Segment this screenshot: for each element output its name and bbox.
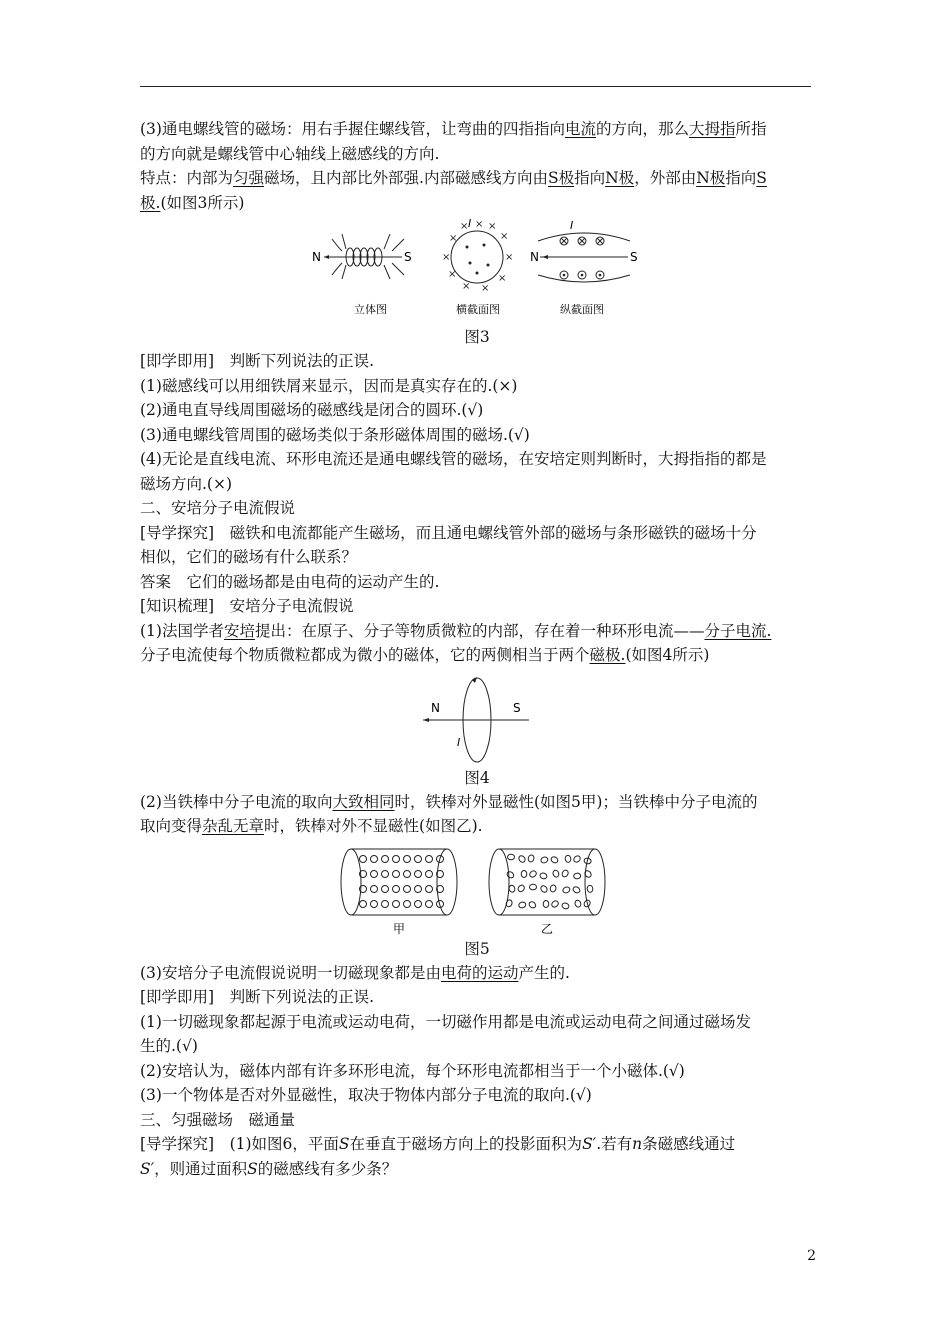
svg-text:×: ×	[442, 252, 451, 263]
page-content	[140, 117, 814, 1181]
text: [导学探究] (1)如图6，平面	[140, 1135, 339, 1153]
answer-blank: 磁极.	[589, 646, 626, 664]
molecular-current-loop	[551, 899, 560, 908]
molecular-current-loop	[426, 870, 433, 877]
molecular-current-loop	[415, 855, 422, 862]
symbol: n	[632, 1135, 643, 1153]
answer-blank: N极	[696, 169, 726, 187]
answer-blank: S	[756, 169, 767, 187]
knowledge-1-line2	[140, 643, 814, 668]
section-2-heading: 二、安培分子电流假说	[140, 499, 296, 517]
molecular-current-loop	[508, 854, 515, 860]
text: 的方向，那么	[595, 120, 689, 138]
molecular-current-loop	[426, 900, 433, 907]
molecular-current-loop	[371, 885, 378, 892]
molecular-current-loop	[404, 885, 411, 892]
molecular-current-loop	[393, 900, 400, 907]
text: 特点：内部为	[140, 169, 234, 187]
label-s: S	[513, 700, 521, 715]
molecular-current-loop	[404, 870, 411, 877]
knowledge-3	[140, 961, 814, 986]
molecular-current-loop	[518, 854, 527, 863]
practice-1-q2: (2)通电直导线周围磁场的磁感线是闭合的圆环.(√)	[140, 401, 484, 419]
figure-5-iron-rods	[337, 845, 617, 937]
knowledge-2-line1	[140, 790, 814, 815]
caption-longitudinal: 纵截面图	[560, 303, 604, 316]
molecular-current-loop	[426, 885, 433, 892]
molecular-current-loop	[549, 884, 556, 892]
caption-jia: 甲	[393, 921, 406, 936]
answer-blank: 电流	[564, 120, 596, 138]
answer-blank: 大拇指	[689, 120, 736, 138]
text: 分子电流使每个物质微粒都成为微小的磁体，它的两侧相当于两个	[140, 646, 590, 664]
molecular-current-loop	[561, 869, 569, 878]
molecular-current-loop	[518, 901, 526, 908]
text: 提出：在原子、分子等物质微粒的内部，存在着一种环形电流——	[254, 621, 705, 640]
molecular-current-loop	[360, 900, 367, 907]
molecular-current-loop	[539, 872, 547, 879]
molecular-current-loop	[529, 869, 538, 878]
molecular-current-loop	[508, 884, 515, 892]
answer-blank: 杂乱无章	[202, 817, 265, 835]
label-n: N	[312, 250, 321, 264]
text: 的磁感线有多少条？	[257, 1159, 398, 1178]
answer-blank: 匀强	[233, 169, 265, 187]
molecular-current-loop	[505, 899, 513, 908]
solenoid-3d-view	[312, 234, 412, 279]
guided-inquiry-2-line1	[140, 1132, 814, 1157]
text: 在垂直于磁场方向上的投影面积为	[349, 1135, 583, 1153]
figure-3-solenoid	[312, 219, 642, 319]
practice-1-q4-line1: (4)无论是直线电流、环形电流还是通电螺线管的磁场，在安培定则判断时，大拇指指的都是	[140, 450, 767, 468]
symbol: S	[247, 1159, 258, 1178]
label-n: N	[530, 250, 539, 264]
figure-5-caption: 图5	[464, 939, 490, 958]
svg-text:×: ×	[500, 231, 509, 242]
feature-line1	[140, 166, 814, 191]
page-number: 2	[807, 1248, 816, 1264]
molecular-current-loop	[528, 900, 537, 909]
text: 磁场，且内部比外部强.内部磁感线方向由	[264, 169, 548, 187]
rod-aligned	[341, 849, 457, 915]
figure-4-molecular-current	[417, 674, 537, 766]
solenoid-longitudinal-section	[530, 219, 638, 282]
svg-text:×: ×	[449, 233, 458, 244]
label-s: S	[404, 250, 412, 264]
molecular-current-loop	[415, 885, 422, 892]
guided-inquiry-1-line1: [导学探究] 磁铁和电流都能产生磁场，而且通电螺线管外部的磁场与条形磁铁的磁场十分	[140, 523, 757, 542]
text: 所指	[735, 120, 767, 138]
svg-text:×: ×	[481, 283, 490, 294]
text: (1)法国学者	[140, 621, 224, 640]
solenoid-paragraph-line1	[140, 117, 814, 142]
text: ，则通过面积	[154, 1159, 248, 1178]
text: 条磁感线通过	[642, 1135, 736, 1153]
practice-2-q3: (3)一个物体是否对外显磁性，取决于物体内部分子电流的取向.(√)	[140, 1086, 592, 1104]
answer-blank: S极	[547, 169, 575, 187]
symbol: S′	[582, 1135, 597, 1153]
knowledge-2-line2	[140, 814, 814, 839]
answer-blank: N极	[605, 169, 635, 187]
molecular-current-loop	[382, 885, 389, 892]
solenoid-paragraph-line2: 的方向就是螺线管中心轴线上磁感线的方向.	[140, 144, 440, 163]
molecular-current-loop	[371, 855, 378, 862]
molecular-current-loop	[393, 885, 400, 892]
label-i: I	[468, 219, 472, 230]
answer-blank: 安培	[223, 621, 255, 640]
svg-text:×: ×	[460, 221, 469, 232]
molecular-current-loop	[506, 870, 515, 879]
answer-blank: 极.	[140, 193, 161, 212]
molecular-current-loop	[393, 855, 400, 862]
svg-text:×: ×	[475, 219, 484, 230]
answer-line: 答案 它们的磁场都是由电荷的运动产生的.	[140, 572, 440, 591]
label-s: S	[630, 250, 638, 264]
figure-3-caption: 图3	[464, 328, 490, 346]
text: 指向	[574, 169, 606, 187]
rod-random	[489, 849, 605, 915]
text: 产生的.	[518, 963, 570, 982]
text: (3)安培分子电流假说说明一切磁现象都是由	[140, 963, 441, 982]
answer-blank: 电荷的运动	[440, 963, 519, 982]
practice-1-q3: (3)通电螺线管周围的磁场类似于条形磁体周围的磁场.(√)	[140, 425, 530, 444]
text: 取向变得	[140, 817, 203, 835]
figure-4-caption: 图4	[464, 768, 490, 787]
molecular-current-loop	[540, 884, 549, 893]
section-3-heading: 三、匀强磁场 磁通量	[140, 1110, 296, 1129]
knowledge-1-line1	[140, 619, 814, 644]
svg-text:×: ×	[448, 269, 457, 280]
molecular-current-loop	[382, 855, 389, 862]
practice-1-q4-line2: 磁场方向.(×)	[140, 474, 233, 493]
molecular-current-loop	[404, 855, 411, 862]
molecular-current-loop	[527, 854, 534, 862]
svg-text:×: ×	[505, 252, 514, 263]
feature-line2	[140, 191, 814, 216]
molecular-current-loop	[382, 900, 389, 907]
molecular-current-loop	[393, 870, 400, 877]
molecular-current-loop	[415, 870, 422, 877]
knowledge-title: [知识梳理] 安培分子电流假说	[140, 597, 354, 615]
molecular-current-loop	[371, 870, 378, 877]
svg-text:×: ×	[488, 221, 497, 232]
molecular-current-loop	[574, 899, 582, 908]
text: 时，铁棒对外不显磁性(如图乙).	[264, 817, 483, 835]
molecular-current-loop	[572, 885, 581, 893]
molecular-current-loop	[404, 900, 411, 907]
molecular-current-loop	[550, 855, 559, 863]
text: (2)当铁棒中分子电流的取向	[140, 792, 333, 811]
molecular-current-loop	[371, 900, 378, 907]
molecular-current-loop	[561, 902, 569, 909]
molecular-current-loop	[565, 855, 571, 862]
text: (如图4所示)	[625, 646, 710, 664]
molecular-current-loop	[415, 900, 422, 907]
practice-1-q1: (1)磁感线可以用细铁屑来显示，因而是真实存在的.(×)	[140, 376, 518, 395]
molecular-current-loop	[587, 885, 593, 892]
molecular-current-loop	[521, 870, 527, 877]
molecular-current-loop	[540, 856, 549, 864]
guided-inquiry-1-line2: 相似，它们的磁场有什么联系？	[140, 548, 358, 566]
molecular-current-loop	[426, 855, 433, 862]
label-i: I	[457, 735, 461, 749]
svg-text:×: ×	[498, 273, 507, 284]
answer-blank: 大致相同	[332, 792, 395, 811]
molecular-current-loop	[552, 869, 560, 878]
text: (如图3所示)	[160, 193, 245, 212]
symbol: S	[338, 1135, 350, 1153]
practice-2-title: [即学即用] 判断下列说法的正误.	[140, 988, 375, 1006]
practice-2-q1-line2: 生的.(√)	[140, 1037, 198, 1055]
symbol: S′	[140, 1159, 155, 1178]
molecular-current-loop	[360, 855, 367, 862]
caption-3d: 立体图	[354, 303, 387, 316]
caption-yi: 乙	[541, 921, 554, 936]
header-rule	[140, 86, 811, 87]
guided-inquiry-2-line2	[140, 1157, 814, 1182]
svg-text:×: ×	[462, 281, 471, 292]
molecular-current-loop	[530, 884, 537, 890]
solenoid-cross-section	[442, 219, 513, 294]
text: (3)通电螺线管的磁场：用右手握住螺线管，让弯曲的四指指向	[140, 120, 565, 138]
practice-1-title: [即学即用] 判断下列说法的正误.	[140, 352, 375, 370]
molecular-current-loop	[517, 883, 526, 892]
text: .若有	[596, 1135, 633, 1153]
text: 指向	[725, 169, 757, 187]
molecular-current-loop	[382, 870, 389, 877]
text: 时，铁棒对外显磁性(如图5甲)；当铁棒中分子电流的	[394, 792, 758, 811]
answer-blank: 分子电流.	[704, 621, 772, 640]
caption-cross: 横截面图	[456, 303, 500, 316]
practice-2-q1-line1: (1)一切磁现象都起源于电流或运动电荷，一切磁作用都是电流或运动电荷之间通过磁场发	[140, 1012, 751, 1031]
text: ，外部由	[634, 169, 697, 187]
practice-2-q2: (2)安培认为，磁体内部有许多环形电流，每个环形电流都相当于一个小磁体.(√)	[140, 1061, 685, 1080]
molecular-current-loop	[543, 900, 549, 907]
label-i: I	[570, 219, 574, 232]
molecular-current-loop	[573, 872, 580, 878]
molecular-current-loop	[573, 854, 582, 863]
label-n: N	[431, 700, 440, 715]
molecular-current-loop	[562, 886, 571, 894]
